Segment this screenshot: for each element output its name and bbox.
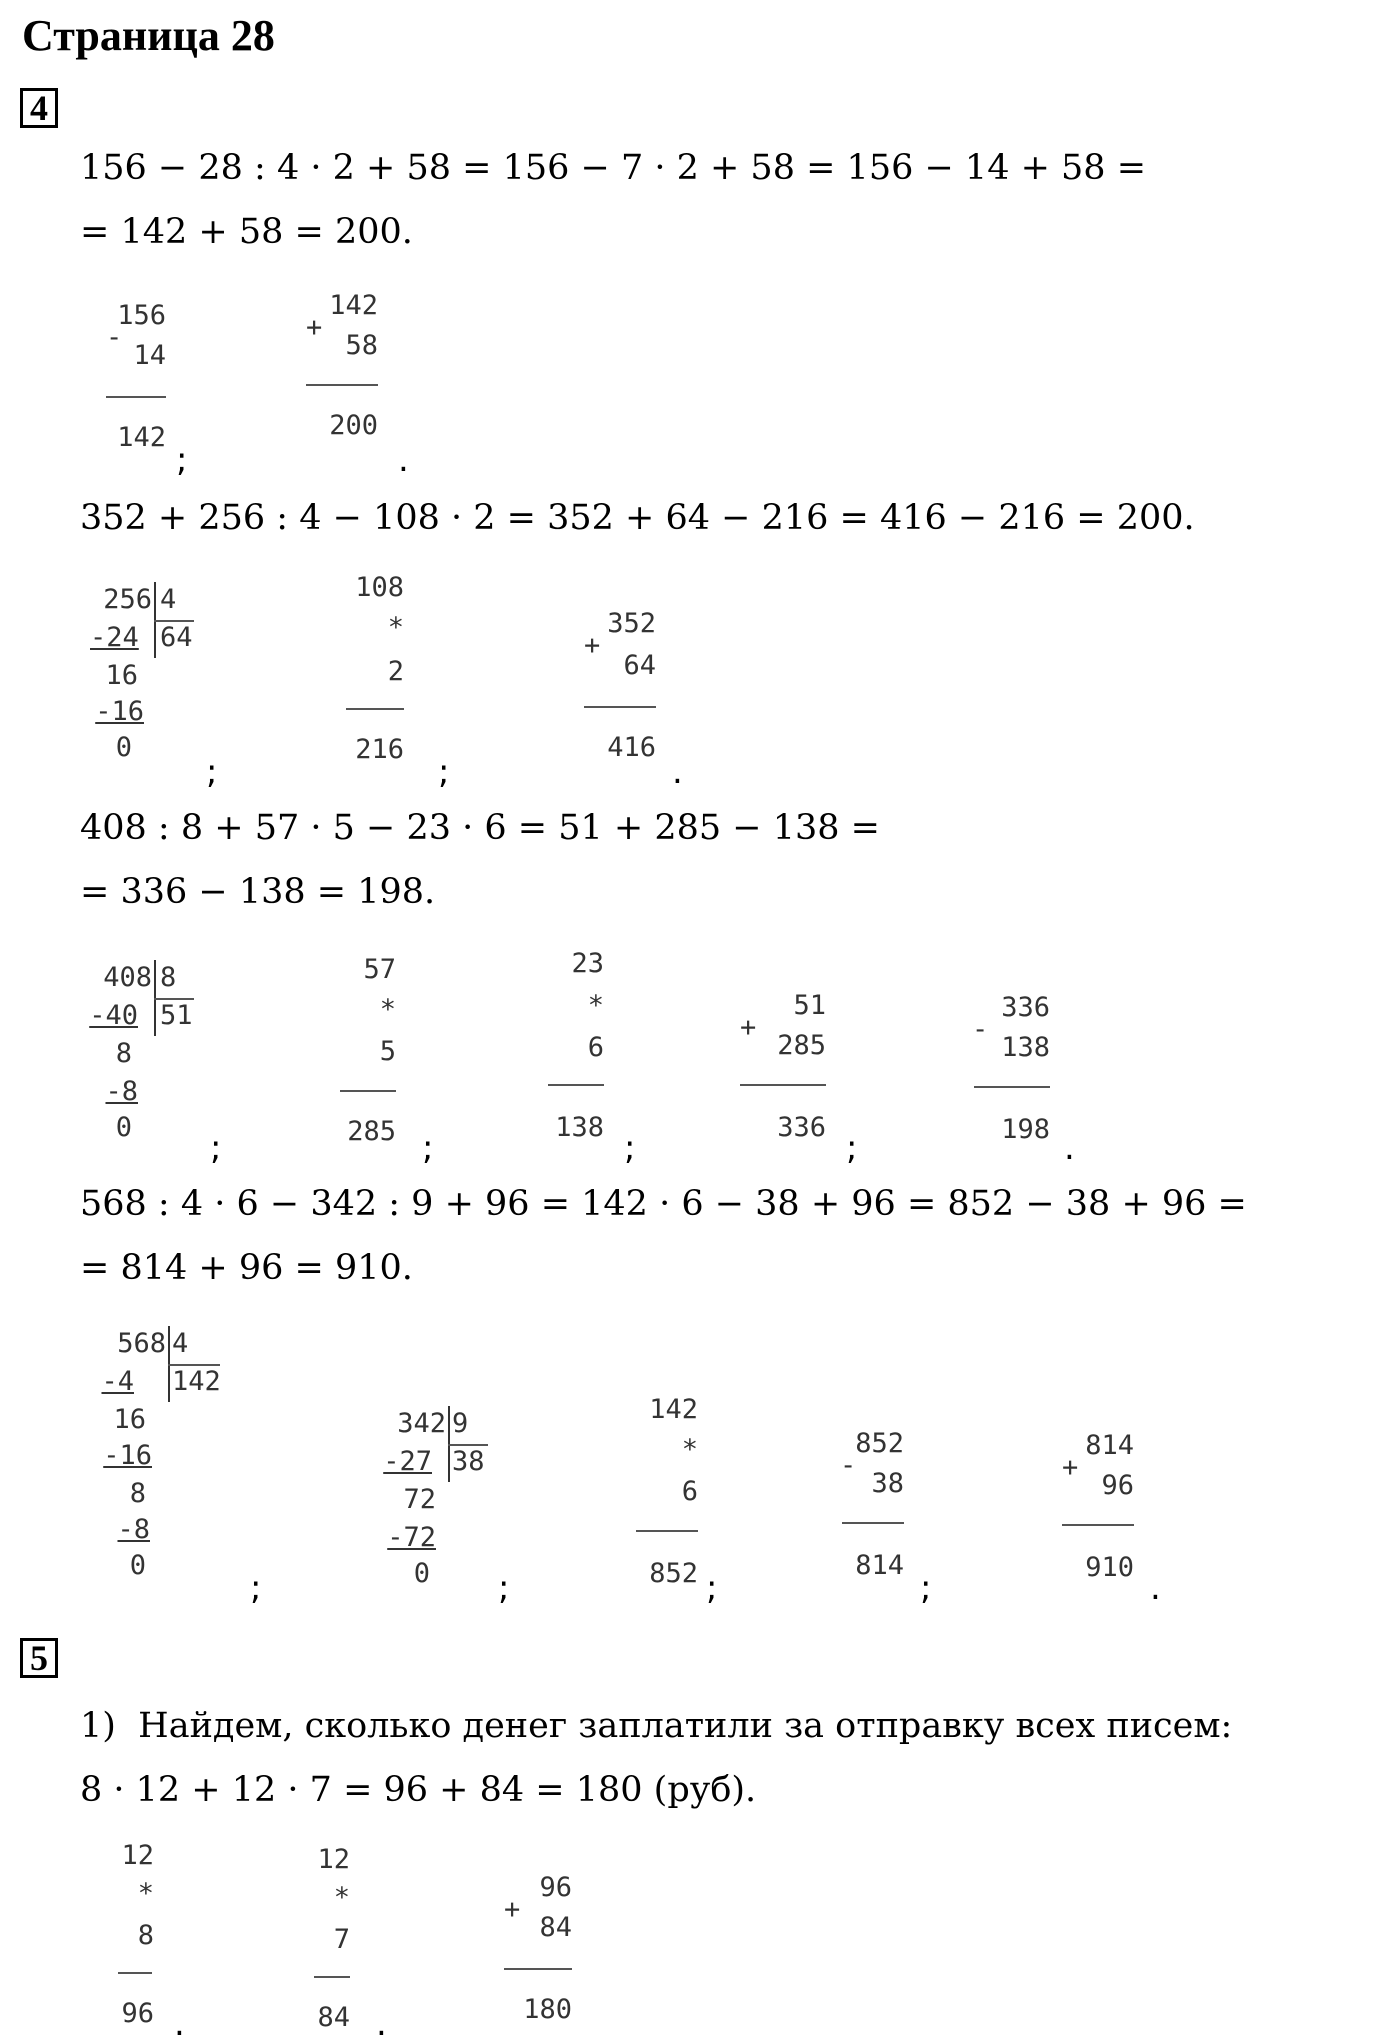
column-cell: 156	[117, 300, 166, 331]
expression-3-line-1: 408 : 8 + 57 · 5 − 23 · 6 = 51 + 285 − 138 =	[80, 808, 880, 848]
column-cell: 5	[379, 1036, 396, 1067]
column-cell: 23	[571, 948, 604, 979]
result-line	[584, 706, 656, 708]
column-cell: ;	[210, 1128, 222, 1168]
result-line	[974, 1086, 1050, 1088]
task-5-step-1: 1) Найдем, сколько денег заплатили за отправку всех писем:	[80, 1706, 1233, 1746]
column-cell: 51	[160, 1000, 193, 1031]
column-cell: 96	[121, 1998, 154, 2029]
column-cell: 408	[103, 962, 152, 993]
column-cell: 138	[1001, 1032, 1050, 1063]
task-4-number: 4	[20, 88, 58, 128]
result-line	[346, 708, 404, 710]
column-cell: +	[1062, 1452, 1079, 1483]
result-line	[340, 1090, 396, 1092]
column-cell: -	[106, 322, 123, 353]
column-cell: -16	[103, 1440, 152, 1471]
column-cell: 336	[1001, 992, 1050, 1023]
column-cell: ;	[422, 1128, 434, 1168]
column-cell: 352	[607, 608, 656, 639]
column-cell: 51	[793, 990, 826, 1021]
column-cell: .	[376, 2004, 387, 2044]
column-cell: 198	[1001, 1114, 1050, 1145]
column-cell: +	[584, 630, 601, 661]
column-cell: 6	[587, 1032, 604, 1063]
column-cell: 12	[121, 1840, 154, 1871]
column-cell: *	[587, 990, 604, 1021]
column-cell: 16	[105, 660, 138, 691]
expression-4-line-1: 568 : 4 · 6 − 342 : 9 + 96 = 142 · 6 − 38 + 96 = 852 − 38 + 96 =	[80, 1184, 1247, 1224]
column-cell: ;	[624, 1128, 636, 1168]
column-cell: 342	[397, 1408, 446, 1439]
result-line	[740, 1084, 826, 1086]
column-cell: 285	[777, 1030, 826, 1061]
column-cell: ;	[250, 1568, 262, 1608]
column-cell: 72	[403, 1484, 436, 1515]
result-line	[504, 1968, 572, 1970]
result-line	[548, 1084, 604, 1086]
column-cell: 96	[539, 1872, 572, 1903]
column-cell: -40	[89, 1000, 138, 1031]
column-cell: 142	[649, 1394, 698, 1425]
column-cell: 58	[345, 330, 378, 361]
result-line	[106, 396, 166, 398]
result-line	[1062, 1524, 1134, 1526]
column-cell: *	[681, 1434, 698, 1465]
column-cell: *	[387, 612, 404, 643]
column-cell: ;	[206, 752, 218, 792]
column-cell: 12	[317, 1844, 350, 1875]
column-cell: 910	[1085, 1552, 1134, 1583]
column-cell: 568	[117, 1328, 166, 1359]
column-cell: 285	[347, 1116, 396, 1147]
column-cell: 336	[777, 1112, 826, 1143]
column-cell: 0	[115, 1112, 132, 1143]
column-cell: .	[672, 752, 683, 792]
column-cell: -8	[105, 1076, 138, 1107]
column-cell: .	[1064, 1128, 1075, 1168]
column-cell: 8	[115, 1038, 132, 1069]
column-cell: 38	[871, 1468, 904, 1499]
column-cell: ;	[438, 752, 450, 792]
column-cell: 416	[607, 732, 656, 763]
column-cell: .	[174, 2004, 185, 2044]
column-cell: 200	[329, 410, 378, 441]
column-cell: 84	[317, 2002, 350, 2033]
column-cell: 180	[523, 1994, 572, 2025]
column-cell: -	[972, 1014, 989, 1045]
result-line	[636, 1530, 698, 1532]
column-cell: ;	[498, 1568, 510, 1608]
column-cell: 16	[113, 1404, 146, 1435]
page-title: Страница 28	[22, 11, 275, 60]
column-cell: 142	[329, 290, 378, 321]
column-cell: +	[504, 1894, 521, 1925]
column-cell: 38	[452, 1446, 485, 1477]
column-cell: -27	[383, 1446, 432, 1477]
column-cell: 64	[160, 622, 193, 653]
column-cell: ;	[846, 1128, 858, 1168]
column-cell: 57	[363, 954, 396, 985]
expression-1-line-1: 156 − 28 : 4 · 2 + 58 = 156 − 7 · 2 + 58 = 156 − 14 + 58 =	[80, 148, 1147, 188]
task-5-equation: 8 · 12 + 12 · 7 = 96 + 84 = 180 (руб).	[80, 1770, 757, 1810]
task-5-number: 5	[20, 1638, 58, 1678]
column-cell: 96	[1101, 1470, 1134, 1501]
column-cell: 8	[160, 962, 177, 993]
column-cell: 256	[103, 584, 152, 615]
column-cell: 142	[117, 422, 166, 453]
column-cell: -72	[387, 1522, 436, 1553]
column-cell: -4	[101, 1366, 134, 1397]
column-cell: -	[840, 1450, 857, 1481]
column-cell: 2	[387, 656, 404, 687]
column-cell: +	[306, 312, 323, 343]
expression-4-line-2: = 814 + 96 = 910.	[80, 1248, 413, 1288]
column-cell: 84	[539, 1912, 572, 1943]
column-cell: 4	[172, 1328, 189, 1359]
column-cell: 0	[129, 1550, 146, 1581]
column-cell: 138	[555, 1112, 604, 1143]
column-cell: 7	[333, 1924, 350, 1955]
column-cell: ;	[176, 440, 188, 480]
column-cell: 814	[855, 1550, 904, 1581]
column-cell: 9	[452, 1408, 469, 1439]
column-cell: 852	[649, 1558, 698, 1589]
column-cell: 8	[129, 1478, 146, 1509]
column-cell: 0	[115, 732, 132, 763]
result-line	[314, 1976, 350, 1978]
column-cell: *	[333, 1882, 350, 1913]
column-cell: *	[379, 994, 396, 1025]
result-line	[118, 1972, 152, 1974]
column-cell: .	[1150, 1568, 1161, 1608]
expression-2-line-1: 352 + 256 : 4 − 108 · 2 = 352 + 64 − 216 = 416 − 216 = 200.	[80, 498, 1195, 538]
column-cell: +	[740, 1012, 757, 1043]
result-line	[306, 384, 378, 386]
column-cell: 64	[623, 650, 656, 681]
column-cell: *	[137, 1878, 154, 1909]
column-cell: 852	[855, 1428, 904, 1459]
expression-1-line-2: = 142 + 58 = 200.	[80, 212, 413, 252]
column-cell: -8	[117, 1514, 150, 1545]
result-line	[842, 1522, 904, 1524]
expression-3-line-2: = 336 − 138 = 198.	[80, 872, 436, 912]
column-cell: .	[398, 440, 409, 480]
column-cell: 8	[137, 1920, 154, 1951]
column-cell: 14	[133, 340, 166, 371]
column-cell: 814	[1085, 1430, 1134, 1461]
column-cell: 6	[681, 1476, 698, 1507]
column-cell: 4	[160, 584, 177, 615]
column-cell: -16	[95, 696, 144, 727]
column-cell: 216	[355, 734, 404, 765]
column-cell: ;	[706, 1568, 718, 1608]
column-cell: 108	[355, 572, 404, 603]
column-cell: 0	[413, 1558, 430, 1589]
column-cell: ;	[920, 1568, 932, 1608]
column-cell: 142	[172, 1366, 221, 1397]
column-cell: -24	[90, 622, 139, 653]
